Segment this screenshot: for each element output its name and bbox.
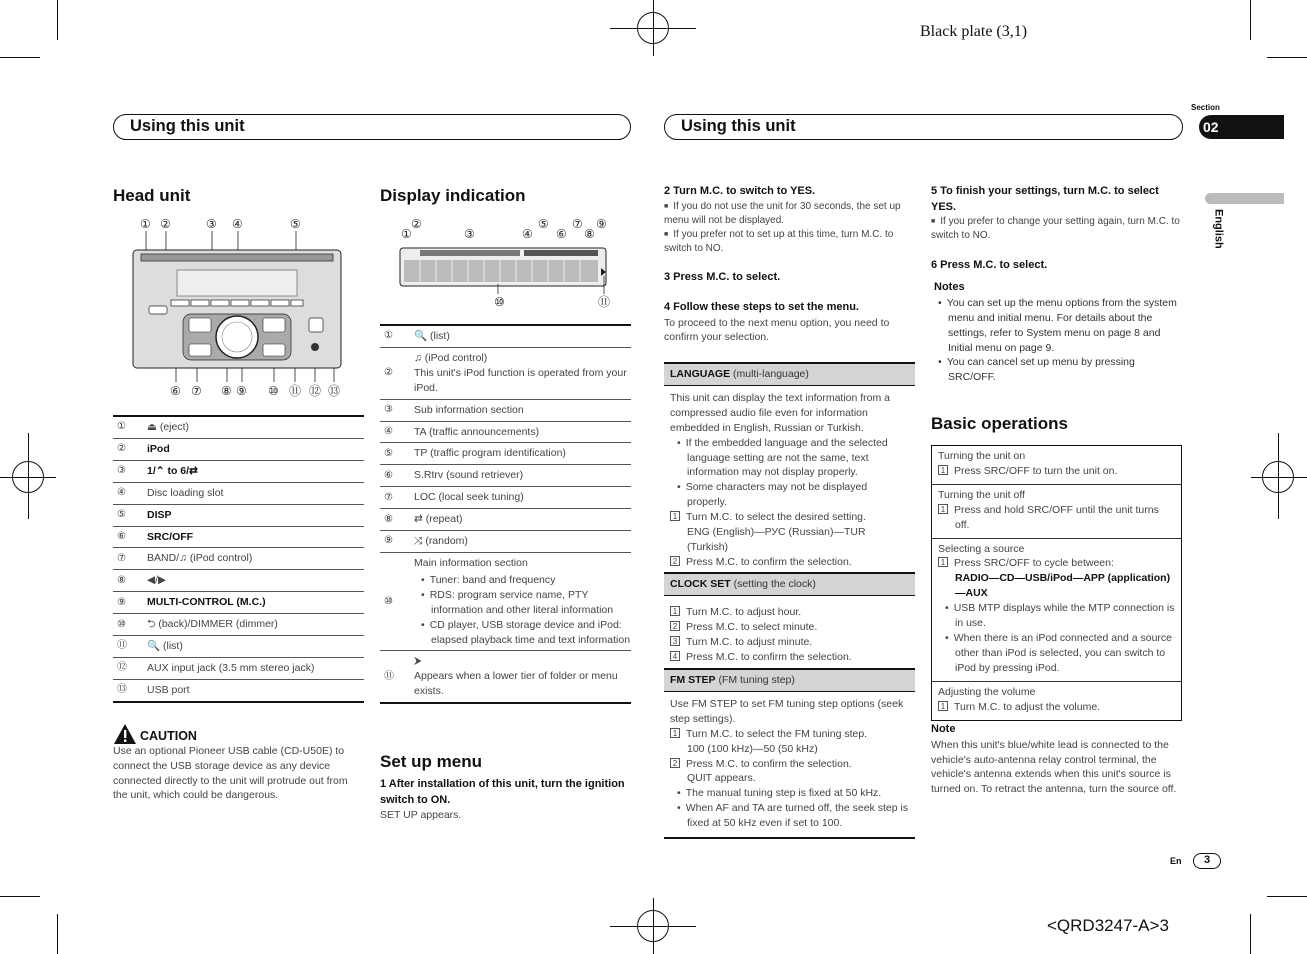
callout-3: ③	[464, 227, 475, 241]
setup-step-1: 1 After installation of this unit, turn the ignition switch to ON. SET UP appears.	[380, 778, 625, 822]
callout-9: ⑨	[236, 384, 247, 398]
crop-mark	[1267, 57, 1307, 58]
head-unit-item: USB port	[147, 679, 364, 701]
crop-mark	[1267, 896, 1307, 897]
display-item: S.Rtrv (sound retriever)	[414, 465, 631, 487]
crop-mark	[0, 57, 40, 58]
head-unit-item: Disc loading slot	[147, 482, 364, 504]
head-unit-item: ⏏ (eject)	[147, 416, 364, 438]
display-item: ⮞ Appears when a lower tier of folder or menu exists.	[414, 651, 631, 703]
display-item: ⤨ (random)	[414, 531, 631, 553]
crop-mark	[57, 0, 58, 40]
setup-title: Set up menu	[380, 752, 483, 771]
setting-language: LANGUAGE (multi-language) This unit can display the text information from a compressed audio file even for information embedded in English, Russian or Turkish. • If the embedded language and the selected language setting are not the same, text information may not display properly. • Some characters may not be displayed properly. 1 Turn M.C. to select the desired setting. ENG (English)—РУС (Russian)—TUR (Turkish) 2 Press M.C. to confirm the selection.	[664, 362, 915, 576]
head-unit-item: 🔍 (list)	[147, 636, 364, 658]
head-unit-item: MULTI-CONTROL (M.C.)	[147, 592, 364, 614]
head-unit-item: iPod	[147, 438, 364, 460]
callout-12: ⑫	[309, 384, 322, 398]
head-unit-item: 1/⌃ to 6/⇄	[147, 460, 364, 482]
caution-text: Use an optional Pioneer USB cable (CD-U50E) to connect the USB storage device as any device connected directly to the unit will protrude out from the unit, which could be dangerous.	[113, 744, 348, 802]
setup-steps-5-6: 5 To finish your settings, turn M.C. to select YES. ■ If you prefer to change your setting again, turn M.C. to switch to NO. 6 Press M.C. to select. Notes • You can set up the menu options from the system menu and initial menu. For details about the settings, refer to System menu on page 8 and Initial menu on page 9. • You can cancel set up menu by pressing SRC/OFF.	[931, 184, 1183, 385]
callout-1: ①	[401, 227, 412, 241]
display-illustration	[380, 214, 631, 310]
basic-operations-table: Turning the unit on 1 Press SRC/OFF to turn the unit on. Turning the unit off 1 Press and hold SRC/OFF until the unit turns off. Selecting a source 1 Press SRC/OFF to cycle between: RADIO—CD—USB/iPod—APP (application)—AUX • USB MTP displays while the MTP connection is in use. • When there is an iPod connected and a source other than iPod is selected, you can switch to iPod by pressing iPod. Adjusting the volume 1 Turn M.C. to adjust the volume.	[931, 445, 1182, 721]
head-unit-item: BAND/♫ (iPod control)	[147, 548, 364, 570]
display-figure	[380, 214, 631, 310]
callout-3: ③	[206, 217, 217, 231]
display-item: Sub information section	[414, 399, 631, 421]
callout-4: ④	[232, 217, 243, 231]
caution-block	[113, 722, 365, 803]
section-number: 02	[1199, 115, 1284, 139]
head-unit-item: SRC/OFF	[147, 526, 364, 548]
registration-mark	[637, 12, 669, 44]
caution-title: CAUTION	[140, 729, 197, 743]
head-unit-table: ① ⏏ (eject) ② iPod ③ 1/⌃ to 6/⇄ ④ Disc loading slot ⑤ DISP ⑥ SRC/OFF ⑦ BAND/♫ (iPod control) ⑧ ◀/▶ ⑨ MULTI-CONTROL (M.C.) ⑩ ⮌ (back)/DIMMER (dimmer) ⑪ 🔍 (list) ⑫ AUX input jack (3.5 mm stereo jack) ⑬ USB port	[113, 415, 364, 703]
head-unit-title: Head unit	[113, 186, 191, 205]
callout-2: ②	[411, 217, 422, 231]
callout-11: ⑪	[598, 295, 611, 309]
callout-8: ⑧	[584, 227, 595, 241]
head-unit-figure	[113, 214, 363, 400]
callout-6: ⑥	[170, 384, 181, 398]
callout-8: ⑧	[221, 384, 232, 398]
section-label: Section	[1191, 103, 1220, 112]
plate-label: Black plate (3,1)	[920, 23, 1028, 40]
callout-7: ⑦	[191, 384, 202, 398]
crop-mark	[57, 914, 58, 954]
page-number: 3	[1193, 853, 1221, 869]
callout-10: ⑩	[268, 384, 279, 398]
display-item: ⇄ (repeat)	[414, 509, 631, 531]
warning-icon	[113, 723, 137, 745]
basic-note: Note When this unit's blue/white lead is connected to the vehicle's auto-antenna relay control terminal, the vehicle's antenna extends when this unit's source is turned on. To retract the antenna, turn the source off.	[931, 723, 1177, 796]
callout-4: ④	[522, 227, 533, 241]
head-unit-illustration	[113, 214, 363, 400]
display-item: ♫ (iPod control) This unit's iPod function is operated from your iPod.	[414, 347, 631, 399]
callout-6: ⑥	[556, 227, 567, 241]
setting-clock: CLOCK SET (setting the clock) 1 Turn M.C. to adjust hour. 2 Press M.C. to select minute. 3 Turn M.C. to adjust minute. 4 Press M.C. to confirm the selection.	[664, 572, 915, 671]
head-unit-item: ⮌ (back)/DIMMER (dimmer)	[147, 614, 364, 636]
head-unit-item: ◀/▶	[147, 570, 364, 592]
setting-fm-step: FM STEP (FM tuning step) Use FM STEP to set FM tuning step options (seek step settings). 1 Turn M.C. to select the FM tuning step. 100 (100 kHz)—50 (50 kHz) 2 Press M.C. to confirm the selection. QUIT appears. • The manual tuning step is fixed at 50 kHz. • When AF and TA are turned off, the seek step is fixed at 50 kHz even if set to 100.	[664, 668, 915, 839]
language-tab	[1205, 193, 1284, 204]
callout-1: ①	[140, 217, 151, 231]
registration-mark	[637, 910, 669, 942]
callout-5: ⑤	[538, 217, 549, 231]
callout-9: ⑨	[596, 217, 607, 231]
callout-10: ⑩	[494, 295, 505, 309]
banner-right: Using this unit	[664, 114, 1183, 140]
banner-left: Using this unit	[113, 114, 631, 140]
display-table: ① 🔍 (list) ② ♫ (iPod control) This unit's iPod function is operated from your iPod. ③ Sub information section ④ TA (traffic announcements) ⑤ TP (traffic program identification) ⑥ S.Rtrv (sound retriever) ⑦ LOC (local seek tuning) ⑧ ⇄ (repeat) ⑨ ⤨ (random) ⑩ Main information section • Tuner: band and frequency • RDS: program service name, PTY information and other literal information • CD player, USB storage device and iPod: elapsed playback time and text information ⑪ ⮞ Appears when a lower tier of folder or menu exists.	[380, 324, 631, 704]
display-item: 🔍 (list)	[414, 325, 631, 347]
callout-11: ⑪	[289, 384, 302, 398]
display-item: LOC (local seek tuning)	[414, 487, 631, 509]
callout-2: ②	[160, 217, 171, 231]
footer-code: <QRD3247-A>3	[1047, 916, 1169, 935]
notes-title: Notes	[934, 281, 965, 294]
crop-mark	[1250, 0, 1251, 40]
callout-7: ⑦	[572, 217, 583, 231]
language-label: English	[1212, 209, 1225, 249]
crop-mark	[0, 896, 40, 897]
callout-5: ⑤	[290, 217, 301, 231]
display-item: TP (traffic program identification)	[414, 443, 631, 465]
setup-steps-2-4: 2 Turn M.C. to switch to YES. ■ If you do not use the unit for 30 seconds, the set up menu will not be displayed. ■ If you prefer not to set up at this time, turn M.C. to switch to NO. 3 Press M.C. to select. 4 Follow these steps to set the menu. To proceed to the next menu option, you need to confirm your selection.	[664, 184, 915, 345]
registration-mark	[12, 461, 44, 493]
callout-13: ⑬	[328, 384, 341, 398]
registration-mark	[1262, 461, 1294, 493]
crop-mark	[1250, 914, 1251, 954]
display-item: TA (traffic announcements)	[414, 421, 631, 443]
head-unit-item: AUX input jack (3.5 mm stereo jack)	[147, 657, 364, 679]
head-unit-item: DISP	[147, 504, 364, 526]
basic-operations-title: Basic operations	[931, 414, 1068, 433]
display-title: Display indication	[380, 186, 526, 205]
page-lang-code: En	[1170, 856, 1182, 866]
display-item: Main information section • Tuner: band and frequency • RDS: program service name, PTY information and other literal information • CD player, USB storage device and iPod: elapsed playback time and text information	[414, 552, 631, 650]
